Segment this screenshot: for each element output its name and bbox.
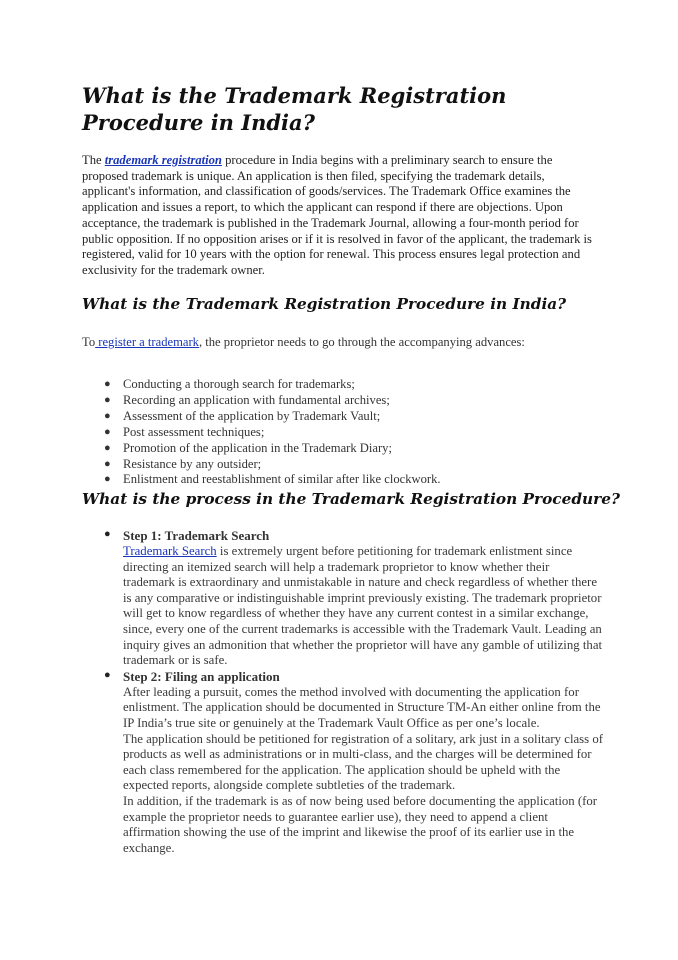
step-1-text: is extremely urgent before petitioning for trademark enlistment since directing an itemized search will help a trademark proprietor to know whether their trademark is extraordinary and unmistakable in nature and check regardless of whether there is any comparative or indistinguishable imprint previously existing. The trademark proprietor will get to know regardless of whether they have any current contest in a similar exchange, since, every one of the current trademarks is accessible with the Trademark Vault. Leading an inquiry gives an admonition that whether the proprietor will have any gamble of utilizing that trademark or is safe. <box>123 544 603 668</box>
lead-prefix: To <box>82 335 96 349</box>
bullet-icon: ● <box>104 668 111 681</box>
trademark-registration-link[interactable]: trademark registration <box>104 153 222 167</box>
list-item <box>104 393 604 409</box>
step-1-title: Step 1: Trademark Search <box>123 528 270 543</box>
list-item-text: Promotion of the application in the Trademark Diary; <box>123 440 392 455</box>
list-item-text: Resistance by any outsider; <box>123 456 262 471</box>
step-item-search <box>104 528 604 669</box>
section-heading-process: What is the process in the Trademark Registration Procedure? <box>82 490 620 508</box>
bullet-icon: ● <box>104 393 111 406</box>
step-item-filing <box>104 669 604 857</box>
list-item <box>104 457 604 473</box>
intro-text: procedure in India begins with a preliminary search to ensure the proposed trademark is unique. An application is then filed, specifying the trademark details, applicant's information, and classification of goods/services. The Trademark Office examines the application and issues a report, to which the applicant can respond if there are objections. Upon acceptance, the trademark is published in the Trademark Journal, allowing a four-month period for public opposition. If no opposition arises or if it is resolved in favor of the applicant, the trademark is registered, valid for 10 years with the option for renewal. This process ensures legal protection and exclusivity for the trademark owner. <box>82 153 592 277</box>
bullet-icon: ● <box>104 528 111 540</box>
procedure-steps-list <box>104 377 604 488</box>
page-title: What is the Trademark Registration Procedure in India? <box>82 83 507 135</box>
step-2-title: Step 2: Filing an application <box>123 668 280 684</box>
process-steps-list <box>104 528 604 856</box>
list-item <box>104 377 604 393</box>
lead-suffix: , the proprietor needs to go through the accompanying advances: <box>198 335 525 349</box>
list-item <box>104 425 604 441</box>
intro-paragraph <box>82 153 598 279</box>
list-item-text: Post assessment techniques; <box>123 424 265 439</box>
list-item-text: Assessment of the application by Trademark Vault; <box>123 408 381 423</box>
list-item <box>104 472 604 488</box>
list-item-text: Conducting a thorough search for trademarks; <box>123 377 355 391</box>
bullet-icon: ● <box>104 378 111 390</box>
procedure-lead <box>82 334 602 350</box>
list-item-text: Enlistment and reestablishment of similar after like clockwork. <box>123 472 441 487</box>
list-item <box>104 441 604 457</box>
bullet-icon: ● <box>104 457 111 470</box>
register-trademark-link[interactable]: register a trademark <box>95 335 199 349</box>
step-1-body <box>123 544 604 669</box>
trademark-search-link[interactable]: Trademark Search <box>123 544 217 558</box>
list-item <box>104 409 604 425</box>
step-2-paragraph-3: In addition, if the trademark is as of now being used before documenting the application (for example the proprietor needs to guarantee earlier use), they need to append a client affirmation showing the use of the imprint and likewise the proof of its earlier use in the exchange. <box>123 793 598 855</box>
bullet-icon: ● <box>104 473 111 486</box>
step-2-paragraph-1: After leading a pursuit, comes the method involved with documenting the application for enlistment. The application should be documented in Structure TM-An either online from the IP India’s true site or genuinely at the Trademark Vault Office as per one’s locale. <box>123 684 601 730</box>
intro-prefix: The <box>82 153 105 167</box>
section-heading-procedure: What is the Trademark Registration Procedure in India? <box>82 295 567 313</box>
step-2-paragraph-2: The application should be petitioned for registration of a solitary, ark just in a solitary class of products as well as administrations or in multi-class, and the charges will be determined for each class remembered for the application. The application should be upheld with the expected reports, alongside complete subtleties of the trademark. <box>123 731 603 793</box>
bullet-icon: ● <box>104 409 111 422</box>
bullet-icon: ● <box>104 441 111 454</box>
list-item-text: Recording an application with fundamental archives; <box>123 392 390 407</box>
bullet-icon: ● <box>104 425 111 438</box>
